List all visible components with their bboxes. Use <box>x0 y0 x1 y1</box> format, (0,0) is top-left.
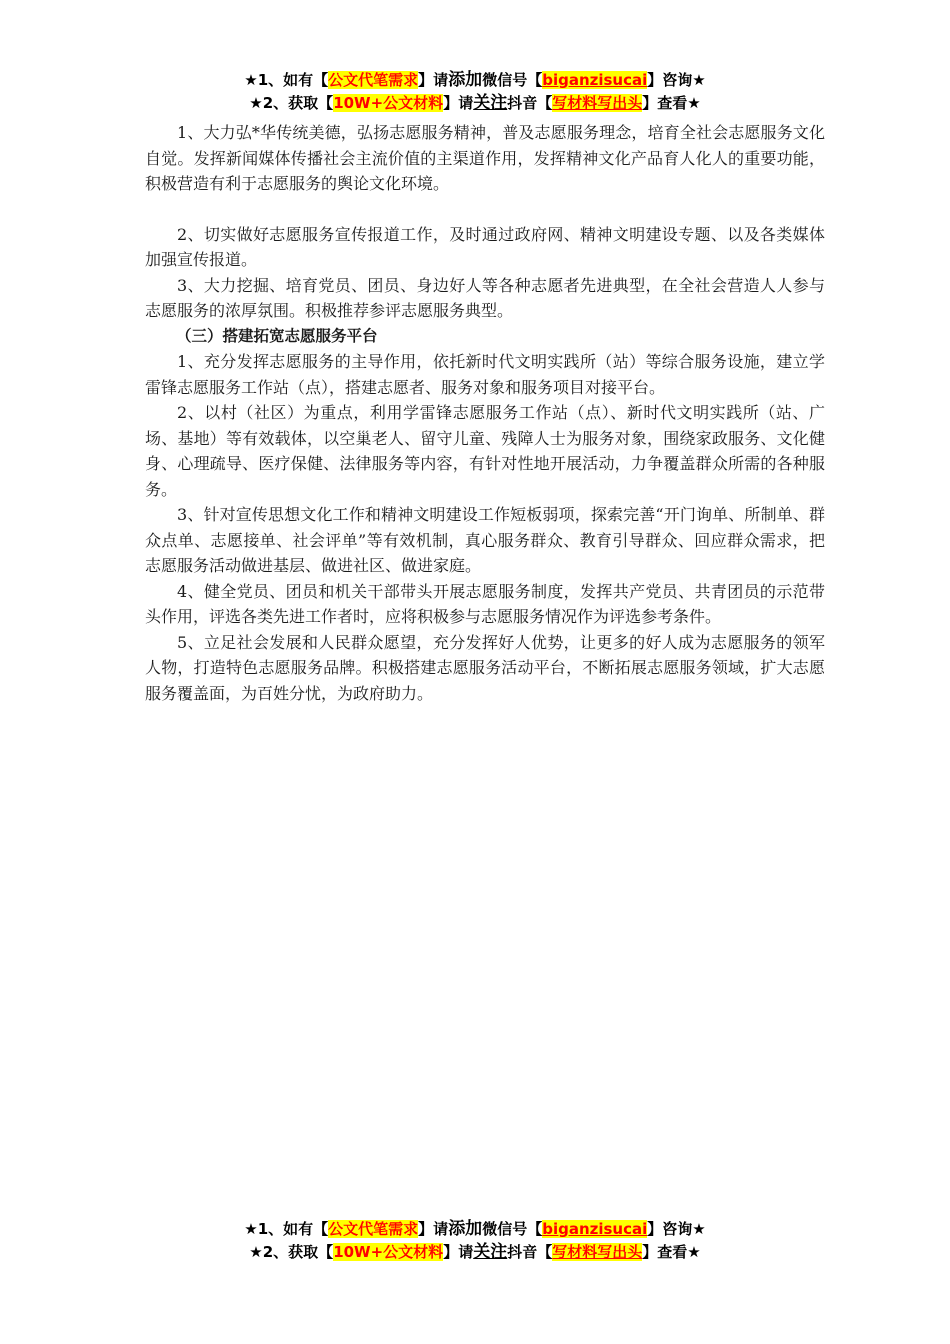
banner-line-1 <box>0 69 950 92</box>
paragraph: 1、充分发挥志愿服务的主导作用，依托新时代文明实践所（站）等综合服务设施，建立学雷锋志愿服务工作站（点），搭建志愿者、服务对象和服务项目对接平台。 <box>145 352 825 397</box>
banner-line-2 <box>0 1241 950 1264</box>
banner-line-1 <box>0 1218 950 1241</box>
banner-text: 】请 <box>443 94 474 112</box>
banner-line-2 <box>0 92 950 115</box>
document-body <box>145 120 825 706</box>
follow-emphasis: 关注 <box>473 93 508 113</box>
paragraph: 3、大力挖掘、培育党员、团员、身边好人等各种志愿者先进典型，在全社会营造人人参与志愿服务的浓厚氛围。积极推荐参评志愿服务典型。 <box>145 275 825 320</box>
star-icon: ★ <box>244 1220 258 1238</box>
banner-text: 1、如有【 <box>257 1220 329 1238</box>
ghostwriting-highlight: 公文代笔需求 <box>328 71 419 89</box>
paragraph: 4、健全党员、团员和机关干部带头开展志愿服务制度，发挥共产党员、共青团员的示范带头作用，评选各类先进工作者时，应将积极参与志愿服务情况作为评选参考条件。 <box>145 581 825 626</box>
banner-text: 】请 <box>418 1220 449 1238</box>
douyin-account-highlight[interactable]: 写材料写出头 <box>552 1243 643 1261</box>
wechat-id-highlight[interactable]: biganzisucai <box>542 1220 648 1238</box>
paragraph: 3、针对宣传思想文化工作和精神文明建设工作短板弱项，探索完善“开门询单、所制单、群众点单、志愿接单、社会评单”等有效机制，真心服务群众、教育引导群众、回应群众需求，把志愿服务活动做进基层、做进社区、做进家庭。 <box>145 505 825 575</box>
header-banner <box>0 69 950 115</box>
section-heading: （三）搭建拓宽志愿服务平台 <box>176 326 378 345</box>
paragraph: 2、切实做好志愿服务宣传报道工作，及时通过政府网、精神文明建设专题、以及各类媒体加强宣传报道。 <box>145 224 825 269</box>
paragraph: 5、立足社会发展和人民群众愿望，充分发挥好人优势，让更多的好人成为志愿服务的领军人物，打造特色志愿服务品牌。积极搭建志愿服务活动平台，不断拓展志愿服务领域，扩大志愿服务覆盖面，为百姓分忧，为政府助力。 <box>145 632 825 703</box>
wechat-id-highlight[interactable]: biganzisucai <box>542 71 648 89</box>
star-icon: ★ <box>249 1243 263 1261</box>
materials-highlight: 10W+公文材料 <box>333 1243 444 1261</box>
star-icon: ★ <box>244 71 258 89</box>
banner-text: 1、如有【 <box>257 71 329 89</box>
banner-text: 】查看★ <box>642 1243 701 1261</box>
banner-text: 】咨询★ <box>647 71 706 89</box>
banner-text: 】请 <box>443 1243 474 1261</box>
add-emphasis: 添加 <box>448 70 483 90</box>
add-emphasis: 添加 <box>448 1219 483 1239</box>
paragraph: 1、大力弘*华传统美德，弘扬志愿服务精神，普及志愿服务理念，培育全社会志愿服务文化自觉。发挥新闻媒体传播社会主流价值的主渠道作用，发挥精神文化产品育人化人的重要功能，积极营造有利于志愿服务的舆论文化环境。 <box>145 123 825 193</box>
banner-text: 2、获取【 <box>262 1243 334 1261</box>
materials-highlight: 10W+公文材料 <box>333 94 444 112</box>
ghostwriting-highlight: 公文代笔需求 <box>328 1220 419 1238</box>
banner-text: 】请 <box>418 71 449 89</box>
banner-text: 】查看★ <box>642 94 701 112</box>
star-icon: ★ <box>249 94 263 112</box>
banner-text: 2、获取【 <box>262 94 334 112</box>
paragraph: 2、以村（社区）为重点，利用学雷锋志愿服务工作站（点）、新时代文明实践所（站、广场、基地）等有效载体，以空巢老人、留守儿童、残障人士为服务对象，围绕家政服务、文化健身、心理疏导、医疗保健、法律服务等内容，有针对性地开展活动，力争覆盖群众所需的各种服务。 <box>145 403 825 499</box>
douyin-account-highlight[interactable]: 写材料写出头 <box>552 94 643 112</box>
footer-banner <box>0 1218 950 1264</box>
banner-text: 】咨询★ <box>647 1220 706 1238</box>
banner-text: 抖音【 <box>507 94 553 112</box>
follow-emphasis: 关注 <box>473 1242 508 1262</box>
banner-text: 微信号【 <box>482 71 543 89</box>
banner-text: 微信号【 <box>482 1220 543 1238</box>
banner-text: 抖音【 <box>507 1243 553 1261</box>
